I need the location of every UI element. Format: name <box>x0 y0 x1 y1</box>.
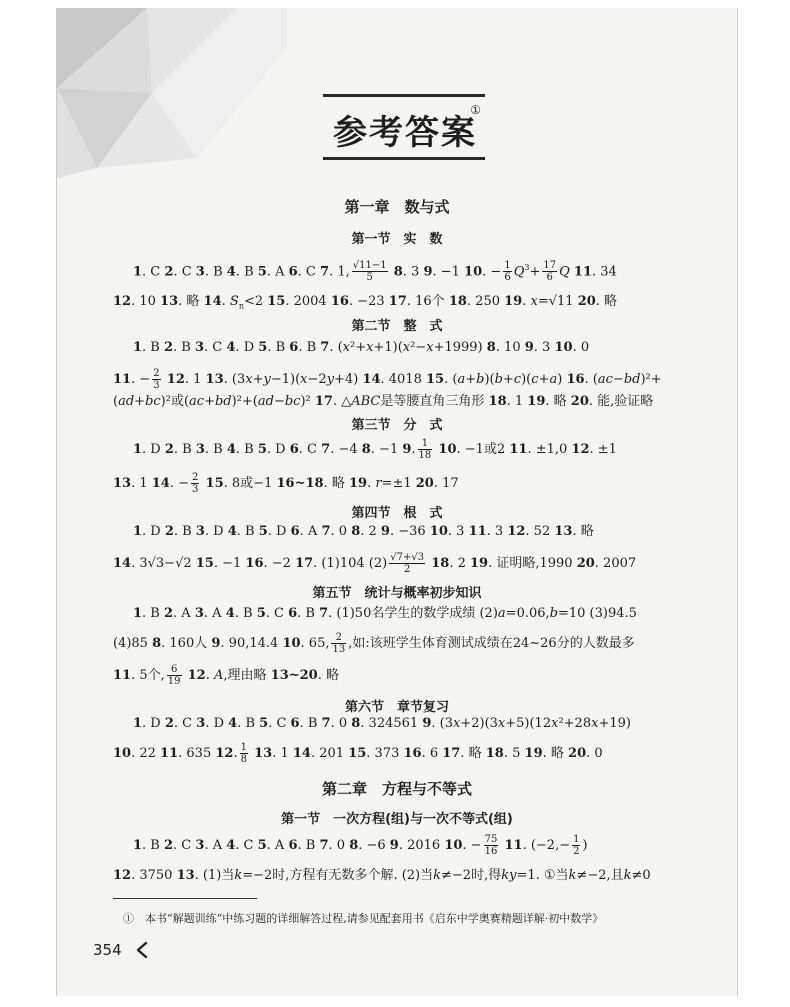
answer-line: (4)85 8. 160人 9. 90,14.4 10. 65, $\frac{2}{13}$ ,如:该班学生体育测试成绩在24~26分的人数最多 <box>113 632 635 655</box>
answer-line: 1. D 2. B 3. B 4. B 5. D 6. C 7. −4 8. −1 9. $\frac{1}{18}$ 10. −1或2 11. ±1,0 12. ±1 <box>133 438 617 461</box>
answer-line: 1. C 2. C 3. B 4. B 5. A 6. C 7. 1, $\frac{√11-1}{5}$ 8. 3 9. −1 10. − $\frac{1}{6}$ $Q^3+$ $\frac{17}{6}$ Q 11. 34 <box>133 260 617 284</box>
answer-line: 1. D 2. B 3. D 4. B 5. D 6. A 7. 0 8. 2 9. −36 10. 3 11. 3 12. 52 13. 略 <box>133 524 594 539</box>
answer-line: 12. 10 13. 略 14. $S_n<2$ 15. 2004 16. −23 17. 16个 18. 250 19. x=√11 20. 略 <box>113 294 618 311</box>
answer-line: 1. D 2. C 3. D 4. B 5. C 6. B 7. 0 8. 324561 9. (3x+2)(3x+5)(12x²+28x+19) <box>133 716 631 731</box>
page-title: 参考答案 <box>333 113 477 153</box>
section-title: 第四节 根 式 <box>351 506 443 521</box>
answer-line: 14. 3√3−√2 15. −1 16. −2 17. (1)104 (2) $\frac{√7+√3}{2}$ 18. 2 19. 证明略,1990 20. 2007 <box>113 552 637 575</box>
section-title: 第二节 整 式 <box>351 319 443 334</box>
triangle-decoration <box>57 8 287 178</box>
answer-line: 11. − $\frac{2}{3}$ 12. 1 13. (3x+y−1)(x−2y+4) 14. 4018 15. (a+b)(b+c)(c+a) 16. (ac−bd)²+ <box>113 368 662 391</box>
title-footnote-mark: ① <box>470 103 481 117</box>
footnote: ① 本书“解题训练”中练习题的详细解答过程,请参见配套用书《启东中学奥赛精题详解·初中数学》 <box>123 912 604 925</box>
section-title: 第一节 实 数 <box>351 232 443 247</box>
book-page <box>56 8 738 996</box>
page-number: 354 <box>93 941 122 959</box>
answer-line: 11. 5个, $\frac{6}{19}$ 12. A,理由略 13~20. 略 <box>113 664 339 687</box>
answer-line: 10. 22 11. 635 12. $\frac{1}{8}$ 13. 1 14. 201 15. 373 16. 6 17. 略 18. 5 19. 略 20. 0 <box>113 742 603 765</box>
section-title: 第五节 统计与概率初步知识 <box>312 586 482 601</box>
chapter-1-title: 第一章 数与式 <box>344 198 450 216</box>
section-title: 第六节 章节复习 <box>344 700 449 715</box>
answer-line: 1. B 2. C 3. A 4. C 5. A 6. B 7. 0 8. −6 9. 2016 10. − $\frac{75}{16}$ 11. (−2,− $\frac{1}{2}$ ) <box>133 834 588 857</box>
answer-line: 13. 1 14. − $\frac{2}{3}$ 15. 8或−1 16~18. 略 19. r=±1 20. 17 <box>113 472 459 495</box>
section-title: 第一节 一次方程(组)与一次不等式(组) <box>281 812 513 827</box>
chevron-left-icon[interactable] <box>135 940 149 960</box>
chapter-2-title: 第二章 方程与不等式 <box>321 780 472 798</box>
answer-line: 1. B 2. B 3. C 4. D 5. B 6. B 7. (x²+x+1)(x²−x+1999) 8. 10 9. 3 10. 0 <box>133 340 590 355</box>
answer-line: 12. 3750 13. (1)当k=−2时,方程有无数多个解. (2)当k≠−2时,得ky=1. ①当k≠−2,且k≠0 <box>113 868 651 883</box>
answer-line: (ad+bc)²或(ac+bd)²+(ad−bc)² 17. △ABC是等腰直角三角形 18. 1 19. 略 20. 能,验证略 <box>113 394 654 409</box>
answer-line: 1. B 2. A 3. A 4. B 5. C 6. B 7. (1)50名学生的数学成绩 (2)a=0.06,b=10 (3)94.5 <box>133 606 637 621</box>
section-title: 第三节 分 式 <box>351 418 443 433</box>
title-box <box>323 94 485 160</box>
footnote-rule <box>113 898 257 899</box>
